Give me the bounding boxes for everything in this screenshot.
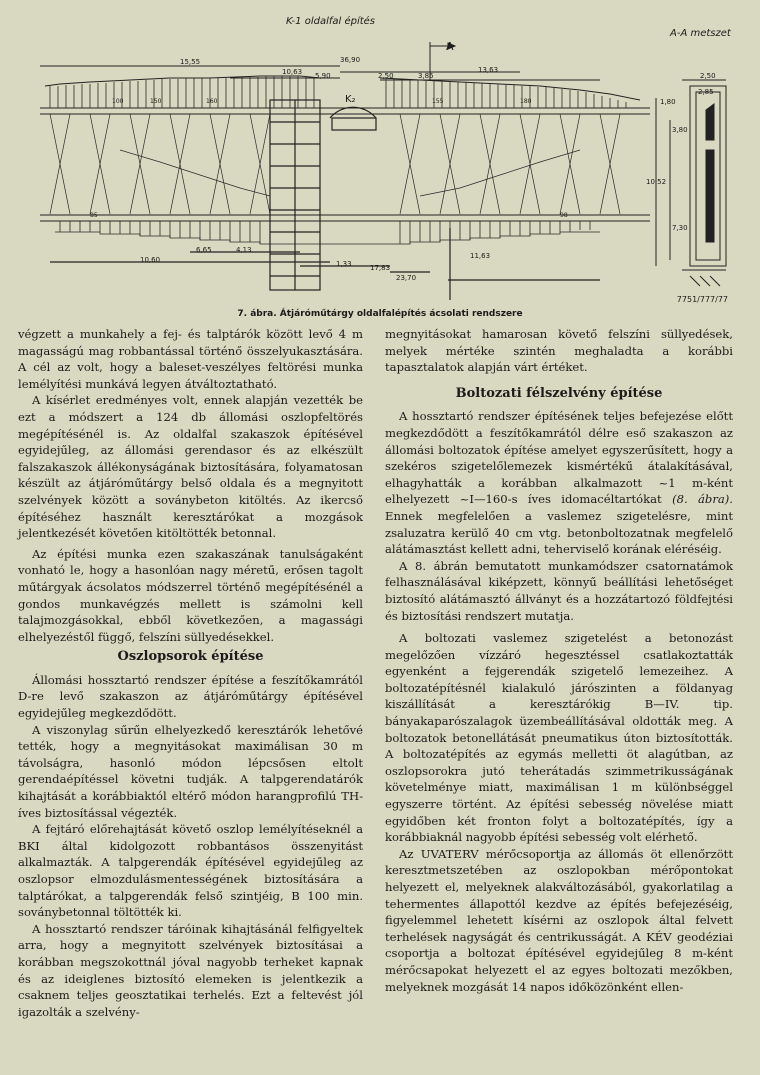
k2-label: K₂ bbox=[345, 94, 356, 105]
dim-label: 4,13 bbox=[236, 246, 252, 254]
paragraph: A fejtáró előrehajtását követő oszlop lemélyítéseknél a BKI által kidolgozott robbantásos összenyitást alkalmazták. A talpgerendák építésével egyidejűleg az oszlopsor elmozdulásmentességének biztosítására a talptárókat, a talpgerendák felső szintjéig, B 100 min. soványbetonnal töltötték ki. bbox=[18, 822, 363, 920]
dim-label: 10,60 bbox=[140, 256, 161, 264]
paragraph-text: Ennek megfelelően a vaslemez szigetelésre, mint zsaluzatra kerülő 40 cm vtg. betonboltozatnak megfelelő alátámasztást kellett adni, teherviselő korának eléréséig. bbox=[385, 508, 733, 557]
dim-label: 13,63 bbox=[478, 66, 499, 74]
figure-caption: 7. ábra. Átjáróműtárgy oldalfalépítés ácsolati rendszere bbox=[237, 309, 523, 319]
section-heading: Boltozati félszelvény építése bbox=[455, 385, 663, 401]
paragraph: A viszonylag sűrűn elhelyezkedő keresztárók lehetővé tették, hogy a megnyitásokat maximálisan 30 m távolságra, hasonló módon lépcsősen eltolt gerendaépítéssel követni tudják. A talpgerendatárók kihajtását a korábbiaktól eltérő módon harangprofilú TH-íves biztosítással végezték. bbox=[18, 722, 363, 820]
member-tag: 160 bbox=[206, 98, 218, 105]
figure-reference: (8. ábra). bbox=[672, 492, 733, 507]
member-tag: 155 bbox=[432, 98, 444, 105]
dim-label: 23,70 bbox=[396, 274, 417, 282]
right-column bbox=[385, 326, 733, 995]
dim-label: 11,63 bbox=[470, 252, 491, 260]
section-dim-label: 7,30 bbox=[672, 224, 688, 232]
section-marker: A bbox=[446, 40, 454, 53]
paragraph: Az UVATERV mérőcsoportja az állomás öt ellenőrzött keresztmetszetében az oszlopokban mérőpontokat helyezett el, melyeknek alakváltozásából, gyakorlatilag a tehermentes állapottól kezdve az építés befejezéséig, figyelemmel lehetett kísérni az oszlopok által felvett terhelések nagyságát és centrikusságát. A KÉV geodéziai csoportja a boltozat építésével egyidejűleg 8 m-ként mérőcsapokat helyezett el az egyes boltozati mezőkben, melyeknek mozgását 14 napos időközönként ellen- bbox=[385, 846, 733, 994]
member-tag: 150 bbox=[150, 98, 162, 105]
paragraph bbox=[385, 408, 733, 557]
section-dim-label: 2,50 bbox=[700, 72, 716, 80]
member-tag: 85 bbox=[90, 212, 98, 219]
section-dim-label: 10,52 bbox=[646, 178, 667, 186]
section-heading: Oszlopsorok építése bbox=[117, 649, 264, 665]
dim-label: 6,65 bbox=[196, 246, 212, 254]
figure-title-right: A-A metszet bbox=[670, 28, 731, 39]
dim-label: 5,90 bbox=[315, 72, 331, 80]
dim-label: 3,85 bbox=[418, 72, 434, 80]
dim-label: 17,83 bbox=[370, 264, 391, 272]
paragraph: megnyitásokat hamarosan követő felszíni süllyedések, melyek mértéke szintén meghaladta a korábbi tapasztalatok alapján várt értéket. bbox=[385, 327, 733, 375]
section-dim-label: 2,85 bbox=[698, 88, 714, 96]
paragraph: A boltozati vaslemez szigetelést a betonozást megelőzően vízzáró hegesztéssel csatlakoztatták egyenként a fejgerendák szigetelő lemezeihez. A boltozatépítésnél kialakuló járószinten a földanyag kiszállítását a keresztárókig B—IV. tip. bányakaparószalagok üzembeállításával oldották meg. A boltozatok betonellátását pneumatikus úton biztosították. A boltozatépítés az egymás melletti öt alagútban, az oszlopsorokra jutó teherátadás szimmetrikusságának követelménye miatt, maximálisan 1 m különbséggel egyszerre történt. Az építési sebesség növelése miatt egyidőben két fronton folyt a boltozatépítés, így a korábbiaknál nagyobb építési sebesség volt elérhető. bbox=[385, 631, 733, 845]
section-dim-label: 3,80 bbox=[672, 126, 688, 134]
paragraph: A hossztartó rendszer táróinak kihajtásánál felfigyeltek arra, hogy a megnyitott szelvények biztosításai a korábban megszokottnál jóval nagyobb terheket kapnak és az ideiglenes biztosító elemeken is jelentkezik a csaknem teljes geosztatikai terhelés. Ezt a feltevést jól igazolták a szelvény- bbox=[18, 921, 363, 1019]
figure-title-left: K-1 oldalfal építés bbox=[286, 16, 376, 27]
member-tag: 180 bbox=[520, 98, 532, 105]
dim-label: 1,33 bbox=[336, 260, 352, 268]
paragraph: Állomási hossztartó rendszer építése a feszítőkamrától D-re levő szakaszon az átjáróműtárgy építésével egyidejűleg megkezdődött. bbox=[18, 672, 363, 721]
member-tag: 100 bbox=[112, 98, 124, 105]
figure-code: 7751/777/77 bbox=[676, 295, 728, 304]
paragraph: végzett a munkahely a fej- és talptárók között levő 4 m magasságú mag robbantással történő összelyukasztására. A cél az volt, hogy a baleset-veszélyes feltörési munka lemélyítési munkává legyen átváltoztatható. bbox=[18, 327, 363, 391]
paragraph: Az építési munka ezen szakaszának tanulságaként vonható le, hogy a hasonlóan nagy méretű, erősen tagolt műtárgyak ácsolatos módszerrel történő megépítésénél a gondos munkavégzés mellett is számolni kell talajmozgásokkal, ebből következően, a magassági elhelyezéstől függő, felszíni süllyedésekkel. bbox=[18, 546, 363, 644]
paragraph: A kísérlet eredményes volt, ennek alapján vezették be ezt a módszert a 124 db állomási oszlopfeltörés megépítésénél is. Az oldalfal szakaszok építésével egyidejűleg, az állomási gerendasor és az elkészült falszakaszok állékonyságának biztosítására, folyamatosan készült az átjáróműtárgy belső oldala és a megnyitott szelvények között a soványbeton kitöltés. Az ikercső építéséhez használt keresztárókat a mozgások jelentkezését követően kitöltötték betonnal. bbox=[18, 393, 363, 541]
left-column bbox=[18, 326, 363, 1020]
dim-label: 36,90 bbox=[340, 56, 361, 64]
paragraph: A 8. ábrán bemutatott munkamódszer csatornatámok felhasználásával kiképzett, könnyű beállítási lehetőséget biztosító alátámasztó állványt és a hozzátartozó földfejtési és biztosítási rendszert mutatja. bbox=[385, 558, 733, 623]
dim-label: 10,63 bbox=[282, 68, 303, 76]
paragraph-text: A hossztartó rendszer építésének teljes befejezése előtt megkezdődött a feszítőkamrától délre eső szakaszon az állomási boltozatok építése amelyet egyszerűsített, hogy a szekéros szigetelőlemezek kismértékű átalakításával, elhagyhatták a korábban alkalmazott ~1 m-ként elhelyezett ~I—160-s íves idomacéltartókat bbox=[385, 409, 733, 507]
member-tag: 98 bbox=[560, 212, 568, 219]
figure-7 bbox=[0, 0, 760, 310]
dim-label: 15,55 bbox=[180, 58, 201, 66]
dim-label: 2,50 bbox=[378, 72, 394, 80]
section-dim-label: 1,80 bbox=[660, 98, 676, 106]
